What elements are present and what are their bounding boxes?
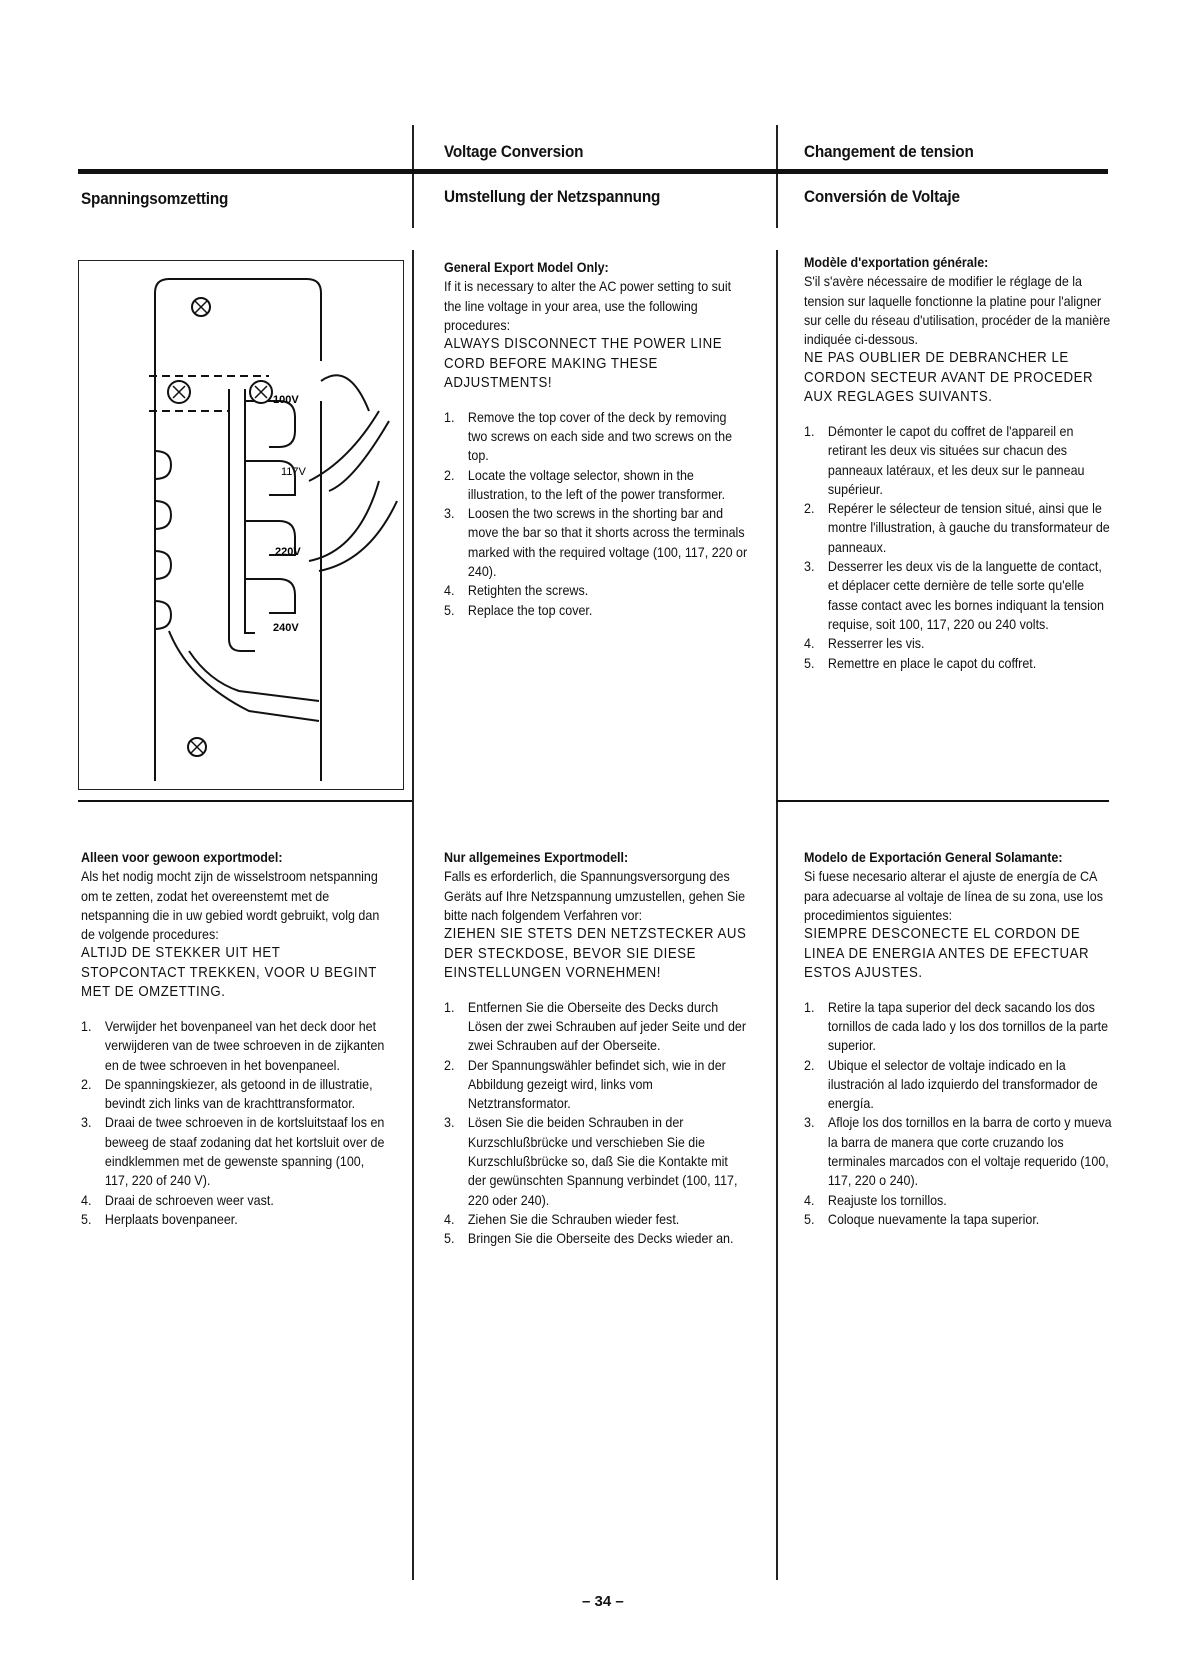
de-title: Nur allgemeines Exportmodell:: [444, 850, 629, 865]
section-rule-right: [776, 800, 1109, 802]
list-item: 2. Der Spannungswähler befindet sich, wie in der Abbildung gezeigt wird, links vom Netztransformator.: [444, 1057, 726, 1112]
list-item: 5. Herplaats bovenpaneer.: [81, 1211, 238, 1227]
list-item: 3. Desserrer les deux vis de la languette de contact, et déplacer cette dernière de telle sorte qu'elle fasse contact avec les bornes indiquant la tension requise, soit 100, 117, 220 ou 240 volts.: [804, 559, 1104, 632]
list-item: 3. Lösen Sie die beiden Schrauben in der Kurzschlußbrücke und verschieben Sie die Kurzschlußbrücke so, daß Sie die Kontakte mit der gewünschten Spannung verbindet (100, 117, 220 oder 240).: [444, 1115, 738, 1208]
list-item: 4. Resserrer les vis.: [804, 636, 925, 652]
fr-intro: S'il s'avère nécessaire de modifier le réglage de la tension sur laquelle fonctionne la platine pour l'aligner sur celle du réseau d'utilisation, procéder de la manière indiquée ci-dessous.: [804, 274, 1111, 348]
list-item: 1. Entfernen Sie die Oberseite des Decks durch Lösen der zwei Schrauben auf jeder Seite und der zwei Schrauben auf der Oberseite.: [444, 999, 747, 1054]
list-item: 3. Afloje los dos tornillos en la barra de corto y mueva la barra de manera que corte cruzando los terminales marcados con el voltaje requerido (100, 117, 220 o 240).: [804, 1115, 1112, 1189]
section-french: [804, 253, 1112, 673]
fr-steps: [804, 422, 1112, 673]
nl-intro: Als het nodig mocht zijn de wisselstroom netspanning om te zetten, zodat het overeenstemt met de netspanning die in uw gebied wordt gebruikt, volg dan de volgende procedures:: [81, 869, 380, 943]
de-steps: [444, 998, 748, 1249]
es-steps: [804, 998, 1112, 1230]
list-item: 4. Draai de schroeven weer vast.: [81, 1192, 274, 1208]
fr-title: Modèle d'exportation générale:: [804, 255, 989, 270]
de-warning: ZIEHEN SIE STETS DEN NETZSTECKER AUS DER STECKDOSE, BEVOR SIE DIESE EINSTELLUNGEN VORNEHMEN!: [444, 926, 747, 982]
list-item: 4. Ziehen Sie die Schrauben wieder fest.: [444, 1211, 680, 1227]
list-item: 5. Bringen Sie die Oberseite des Decks wieder an.: [444, 1231, 734, 1247]
list-item: 2. De spanningskiezer, als getoond in de illustratie, bevindt zich links van de krachttransformator.: [81, 1076, 373, 1112]
nl-warning: ALTIJD DE STEKKER UIT HET STOPCONTACT TREKKEN, VOOR U BEGINT MET DE OMZETTING.: [81, 945, 377, 1001]
en-steps: [444, 408, 748, 620]
column-divider-2-lower: [776, 250, 778, 1580]
nl-steps: [81, 1017, 385, 1229]
header-spanningsomzetting: Spanningsomzetting: [81, 189, 229, 208]
header-conversion-de-voltaje: Conversión de Voltaje: [804, 187, 960, 206]
list-item: 1. Démonter le capot du coffret de l'appareil en retirant les deux vis situées sur chacun des panneaux latéraux, et les deux sur le panneau supérieur.: [804, 423, 1085, 497]
label-240v: 240V: [273, 622, 299, 634]
label-100v: 100V: [273, 394, 299, 406]
en-title: General Export Model Only:: [444, 260, 609, 275]
fr-warning: NE PAS OUBLIER DE DEBRANCHER LE CORDON SECTEUR AVANT DE PROCEDER AUX REGLAGES SUIVANTS.: [804, 350, 1094, 406]
list-item: 4. Retighten the screws.: [444, 583, 589, 599]
list-item: 1. Retire la tapa superior del deck sacando los dos tornillos de cada lado y los dos tornillos de la parte superior.: [804, 999, 1109, 1054]
list-item: 5. Replace the top cover.: [444, 602, 593, 618]
es-warning: SIEMPRE DESCONECTE EL CORDON DE LINEA DE ENERGIA ANTES DE EFECTUAR ESTOS AJUSTES.: [804, 926, 1090, 982]
section-dutch: [81, 848, 385, 1229]
list-item: 3. Draai de twee schroeven in de kortsluitstaaf los en beweeg de staaf zodaning dat het kortsluit over de eindklemmen met de gewenste spanning (100, 117, 220 of 240 V).: [81, 1115, 385, 1189]
section-german: [444, 848, 748, 1249]
list-item: 5. Coloque nuevamente la tapa superior.: [804, 1211, 1040, 1227]
header-voltage-conversion: Voltage Conversion: [444, 142, 584, 161]
list-item: 1. Verwijder het bovenpaneel van het deck door het verwijderen van de twee schroeven in de zijkanten en de twee schroeven in het bovenpaneel.: [81, 1018, 385, 1073]
en-intro: If it is necessary to alter the AC power setting to suit the line voltage in your area, use the following procedures:: [444, 279, 732, 333]
list-item: 1. Remove the top cover of the deck by removing two screws on each side and two screws on the top.: [444, 409, 733, 464]
de-intro: Falls es erforderlich, die Spannungsversorgung des Geräts auf Ihre Netzspannung umzustellen, gehen Sie bitte nach folgendem Verfahren vor:: [444, 869, 746, 923]
label-220v: 220V: [275, 546, 301, 558]
page-number: – 34 –: [582, 1593, 624, 1610]
es-title: Modelo de Exportación General Solamante:: [804, 850, 1063, 865]
section-english: [444, 258, 748, 620]
column-divider-1: [412, 125, 414, 228]
column-divider-2: [776, 125, 778, 228]
list-item: 2. Repérer le sélecteur de tension situé, ainsi que le montre l'illustration, à gauche du transformateur de panneaux.: [804, 501, 1110, 555]
voltage-selector-figure: [78, 260, 404, 790]
list-item: 2. Ubique el selector de voltaje indicado en la ilustración al lado izquierdo del transformador de energía.: [804, 1057, 1098, 1112]
voltage-selector-diagram: [79, 261, 403, 789]
list-item: 2. Locate the voltage selector, shown in the illustration, to the left of the power transformer.: [444, 467, 726, 502]
section-rule-left: [78, 800, 412, 802]
header-rule: [78, 169, 1108, 174]
nl-title: Alleen voor gewoon exportmodel:: [81, 850, 283, 865]
list-item: 4. Reajuste los tornillos.: [804, 1192, 947, 1208]
list-item: 5. Remettre en place le capot du coffret.: [804, 655, 1037, 671]
label-117v: 117V: [281, 466, 306, 478]
en-warning: ALWAYS DISCONNECT THE POWER LINE CORD BEFORE MAKING THESE ADJUSTMENTS!: [444, 336, 723, 392]
section-spanish: [804, 848, 1112, 1229]
es-intro: Si fuese necesario alterar el ajuste de energía de CA para adecuarse al voltaje de línea de su zona, use los procedimientos siguientes:: [804, 869, 1103, 923]
list-item: 3. Loosen the two screws in the shorting bar and move the bar so that it shorts across the terminals marked with the required voltage (100, 117, 220 or 240).: [444, 506, 748, 580]
header-umstellung-der-netzspannung: Umstellung der Netzspannung: [444, 187, 661, 206]
column-divider-1-lower: [412, 250, 414, 1580]
header-changement-de-tension: Changement de tension: [804, 142, 974, 161]
